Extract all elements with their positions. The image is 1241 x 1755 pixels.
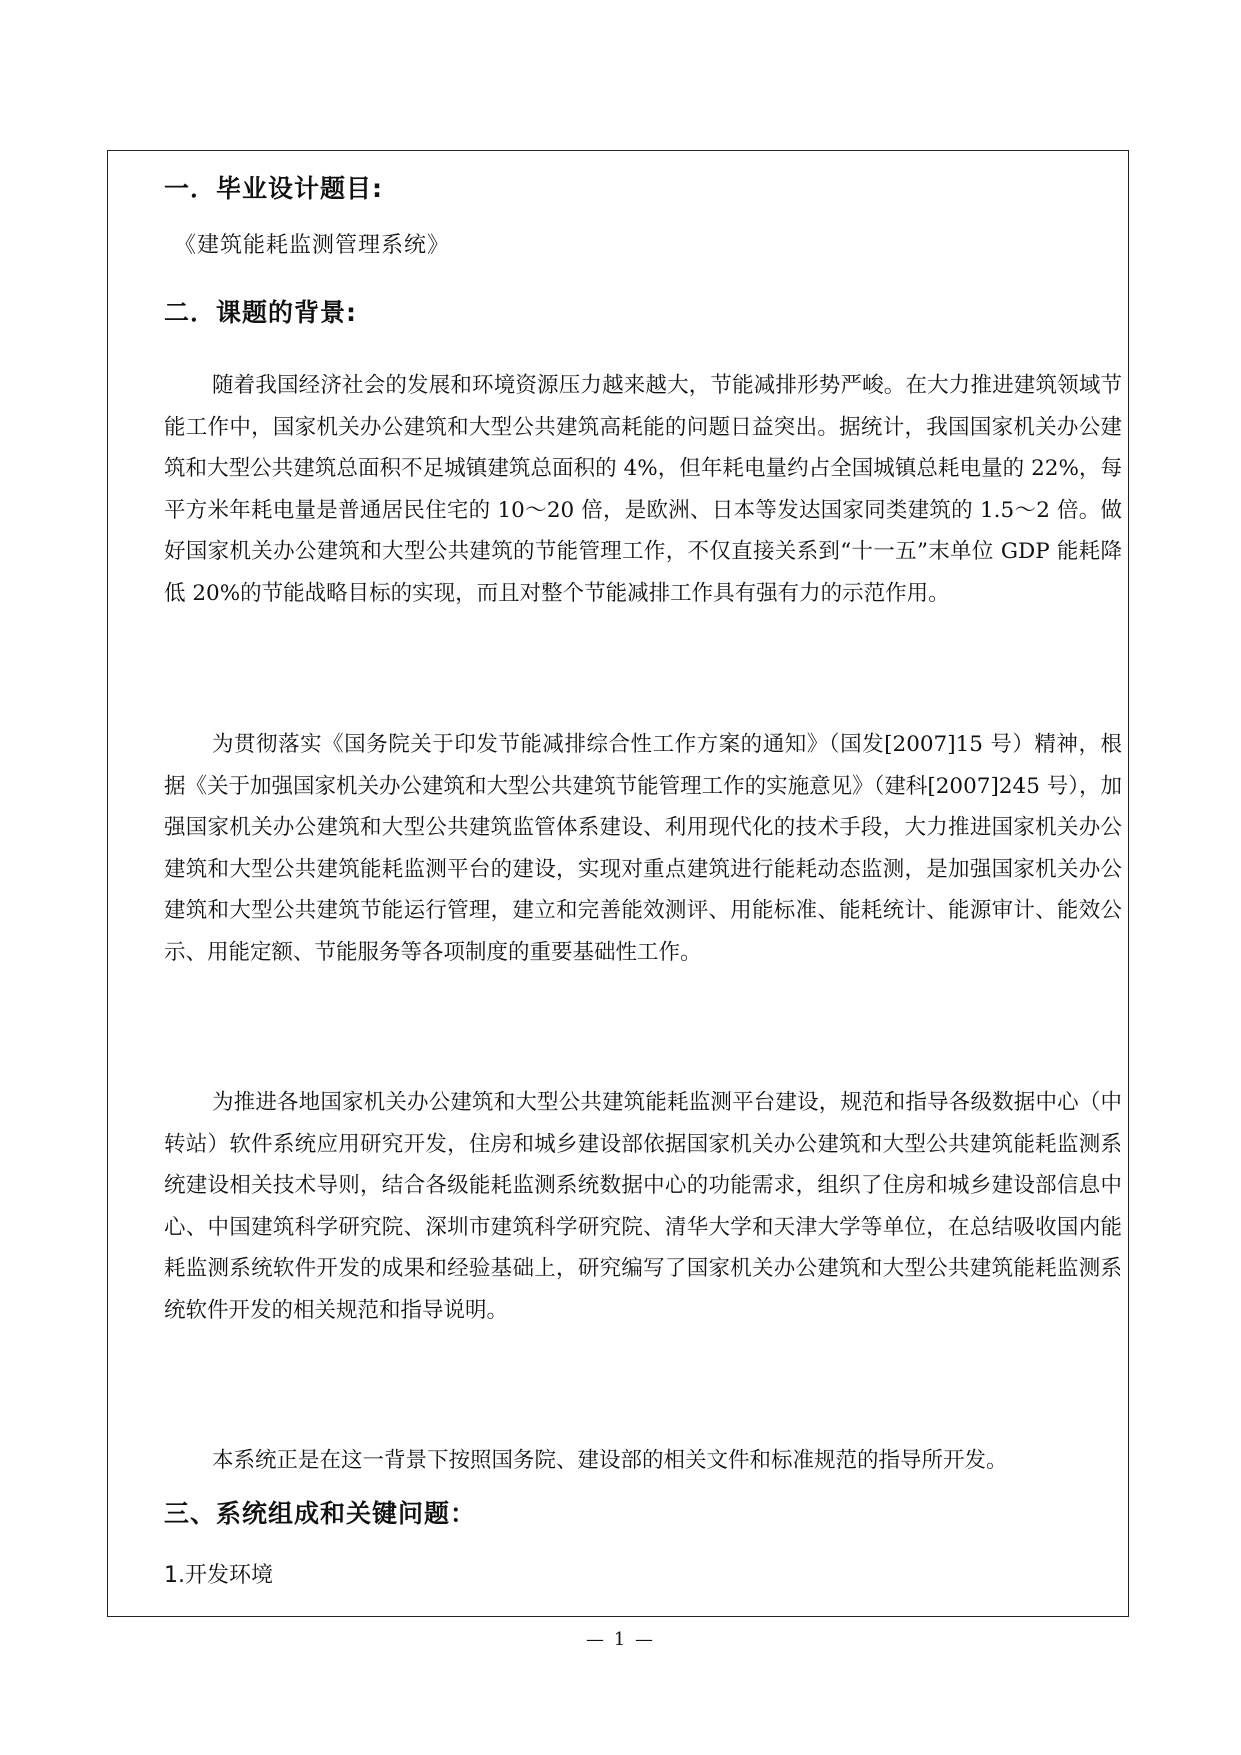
page-number: — 1 — — [586, 1629, 655, 1650]
section-heading-topic: 一．毕业设计题目: — [164, 174, 383, 203]
background-paragraph: 为贯彻落实《国务院关于印发节能减排综合性工作方案的通知》（国发[2007]15 号）精神，根据《关于加强国家机关办公建筑和大型公共建筑节能管理工作的实施意见》（建科[2007]245 号），加强国家机关办公建筑和大型公共建筑监管体系建设、利用现代化的技术手段，大力推进国家机关办公建筑和大型公共建筑能耗监测平台的建设，实现对重点建筑进行能耗动态监测，是加强国家机关办公建筑和大型公共建筑节能运行管理，建立和完善能效测评、用能标准、能耗统计、能源审计、能效公示、用能定额、节能服务等各项制度的重要基础性工作。 — [164, 732, 1122, 965]
subsection-heading: 1.开发环境 — [164, 1563, 273, 1588]
section-heading-system: 三、系统组成和关键问题： — [164, 1499, 477, 1528]
background-paragraph: 随着我国经济社会的发展和环境资源压力越来越大，节能减排形势严峻。在大力推进建筑领域节能工作中，国家机关办公建筑和大型公共建筑高耗能的问题日益突出。据统计，我国国家机关办公建筑和大型公共建筑总面积不足城镇建筑总面积的 4%，但年耗电量约占全国城镇总耗电量的 22%，每平方米年耗电量是普通居民住宅的 10～20 倍，是欧洲、日本等发达国家同类建筑的 1.5～2 倍。做好国家机关办公建筑和大型公共建筑的节能管理工作，不仅直接关系到“十一五”末单位 GDP 能耗降低 20%的节能战略目标的实现，而且对整个节能减排工作具有强有力的示范作用。 — [164, 373, 1122, 606]
thesis-title: 《建筑能耗监测管理系统》 — [174, 233, 451, 258]
section-heading-background: 二．课题的背景: — [164, 298, 357, 327]
document-frame — [107, 150, 1129, 1617]
background-paragraph: 本系统正是在这一背景下按照国务院、建设部的相关文件和标准规范的指导所开发。 — [212, 1448, 1008, 1473]
background-paragraph: 为推进各地国家机关办公建筑和大型公共建筑能耗监测平台建设，规范和指导各级数据中心（中转站）软件系统应用研究开发，住房和城乡建设部依据国家机关办公建筑和大型公共建筑能耗监测系统建设相关技术导则，结合各级能耗监测系统数据中心的功能需求，组织了住房和城乡建设部信息中心、中国建筑科学研究院、深圳市建筑科学研究院、清华大学和天津大学等单位，在总结吸收国内能耗监测系统软件开发的成果和经验基础上，研究编写了国家机关办公建筑和大型公共建筑能耗监测系统软件开发的相关规范和指导说明。 — [164, 1090, 1122, 1323]
